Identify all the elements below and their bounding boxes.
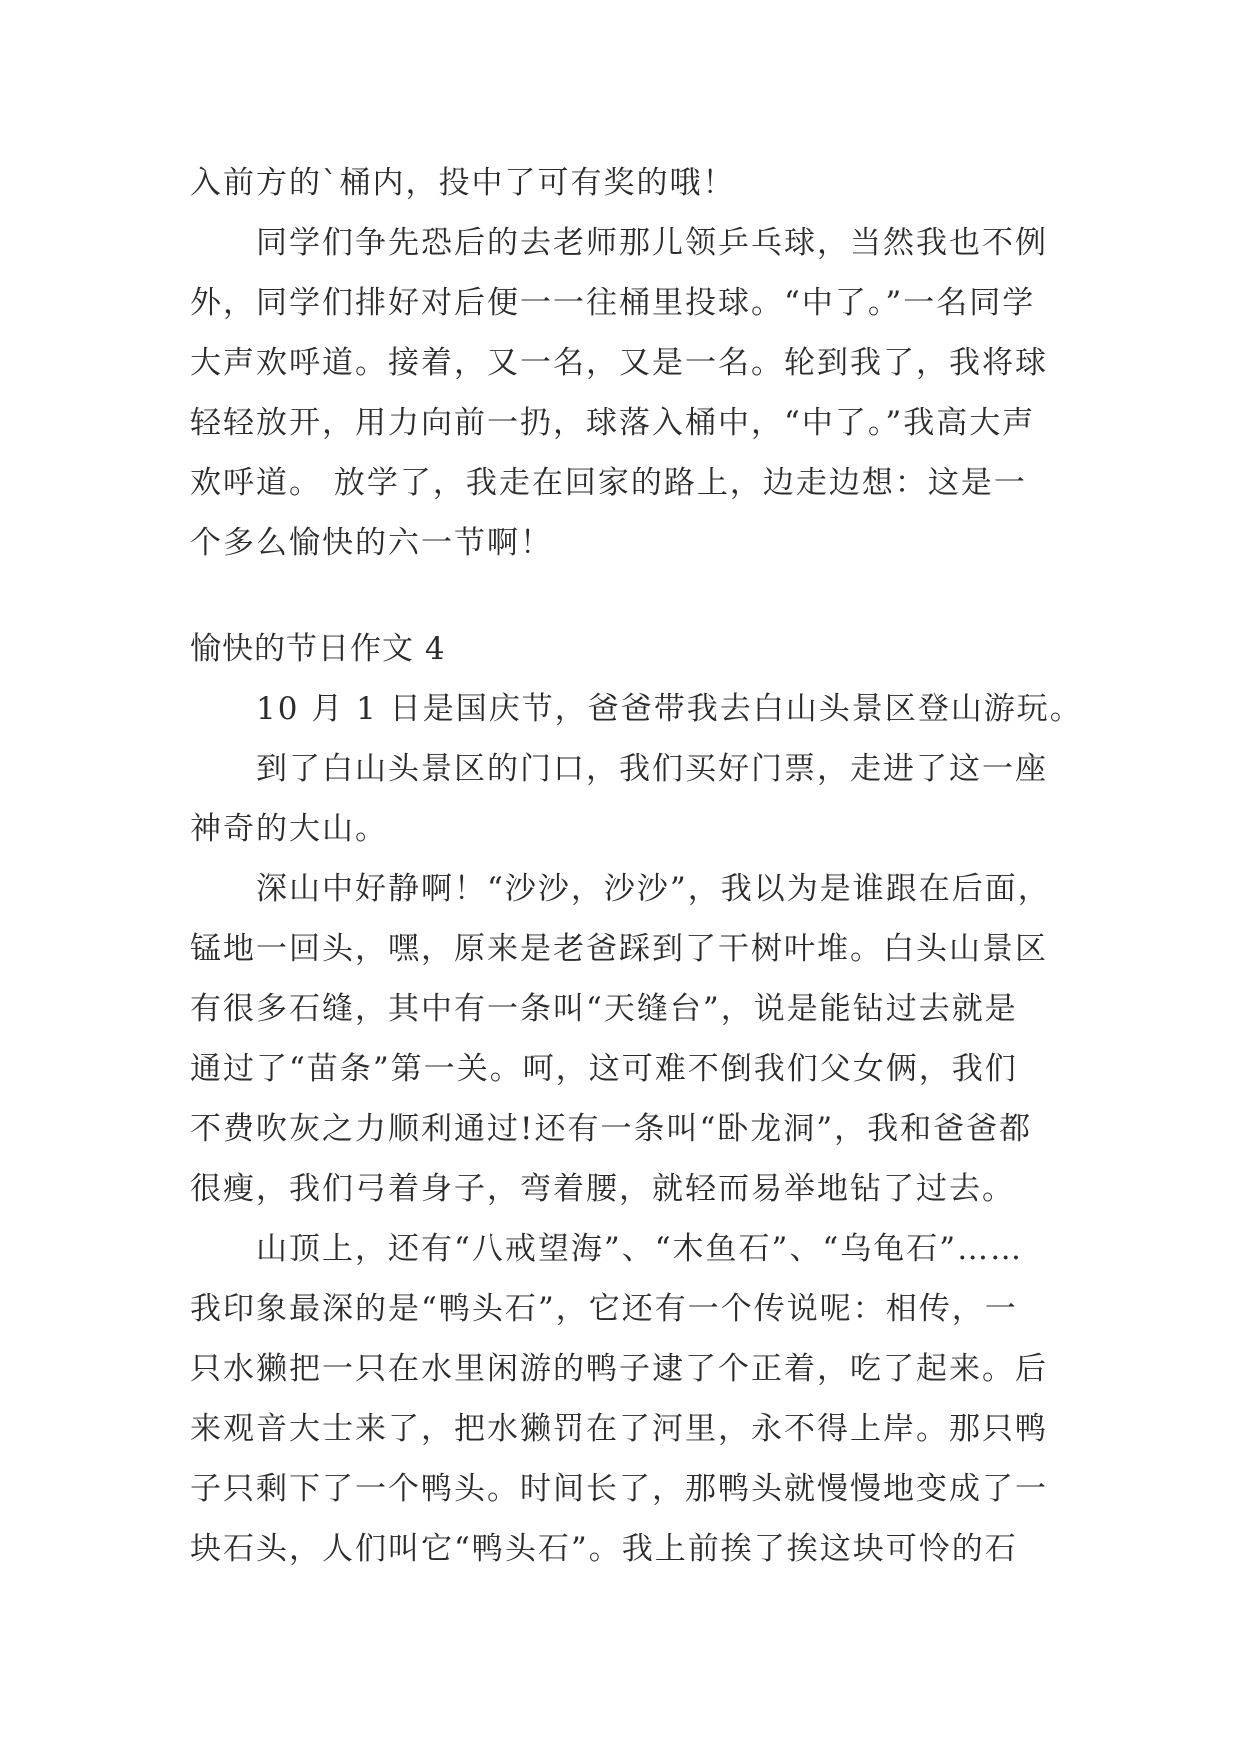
text-line: 不费吹灰之力顺利通过!还有一条叫“卧龙洞”，我和爸爸都 (190, 1111, 1033, 1147)
text-line: 来观音大士来了，把水獭罚在了河里，永不得上岸。那只鸭 (190, 1411, 1048, 1447)
paragraph-start-line: 山顶上，还有“八戒望海”、“木鱼石”、“乌龟石”…… (256, 1231, 1024, 1267)
text-line: 块石头，人们叫它“鸭头石”。我上前挨了挨这块可怜的石 (190, 1531, 1018, 1567)
text-line: 通过了“苗条”第一关。呵，这可难不倒我们父女俩，我们 (190, 1051, 1018, 1087)
text-line: 锰地一回头，嘿，原来是老爸踩到了干树叶堆。白头山景区 (190, 931, 1048, 967)
paragraph-start-line: 深山中好静啊！“沙沙，沙沙”，我以为是谁跟在后面， (256, 871, 1051, 907)
text-line: 我印象最深的是“鸭头石”，它还有一个传说呢：相传，一 (190, 1291, 1018, 1327)
text-line: 轻轻放开，用力向前一扔，球落入桶中，“中了。”我高大声 (190, 405, 1036, 441)
text-line: 外，同学们排好对后便一一往桶里投球。“中了。”一名同学 (190, 285, 1036, 321)
text-line: 只水獭把一只在水里闲游的鸭子逮了个正着，吃了起来。后 (190, 1351, 1048, 1387)
section-title: 愉快的节日作文 4 (190, 631, 446, 667)
text-line: 神奇的大山。 (190, 811, 388, 847)
text-line: 个多么愉快的六一节啊！ (190, 525, 553, 561)
text-line: 大声欢呼道。接着，又一名，又是一名。轮到我了，我将球 (190, 345, 1048, 381)
text-line: 入前方的`桶内，投中了可有奖的哦！ (190, 165, 736, 201)
text-line: 欢呼道。 放学了，我走在回家的路上，边走边想：这是一 (190, 465, 1027, 501)
text-line: 子只剩下了一个鸭头。时间长了，那鸭头就慢慢地变成了一 (190, 1471, 1048, 1507)
paragraph-start-line: 到了白山头景区的门口，我们买好门票，走进了这一座 (256, 751, 1048, 787)
text-line: 很瘦，我们弓着身子，弯着腰，就轻而易举地钻了过去。 (190, 1171, 1015, 1207)
paragraph-start-line: 同学们争先恐后的去老师那儿领乒乓球，当然我也不例 (256, 225, 1048, 261)
paragraph-start-line: 10 月 1 日是国庆节，爸爸带我去白山头景区登山游玩。 (256, 691, 1083, 727)
text-line: 有很多石缝，其中有一条叫“天缝台”，说是能钻过去就是 (190, 991, 1018, 1027)
